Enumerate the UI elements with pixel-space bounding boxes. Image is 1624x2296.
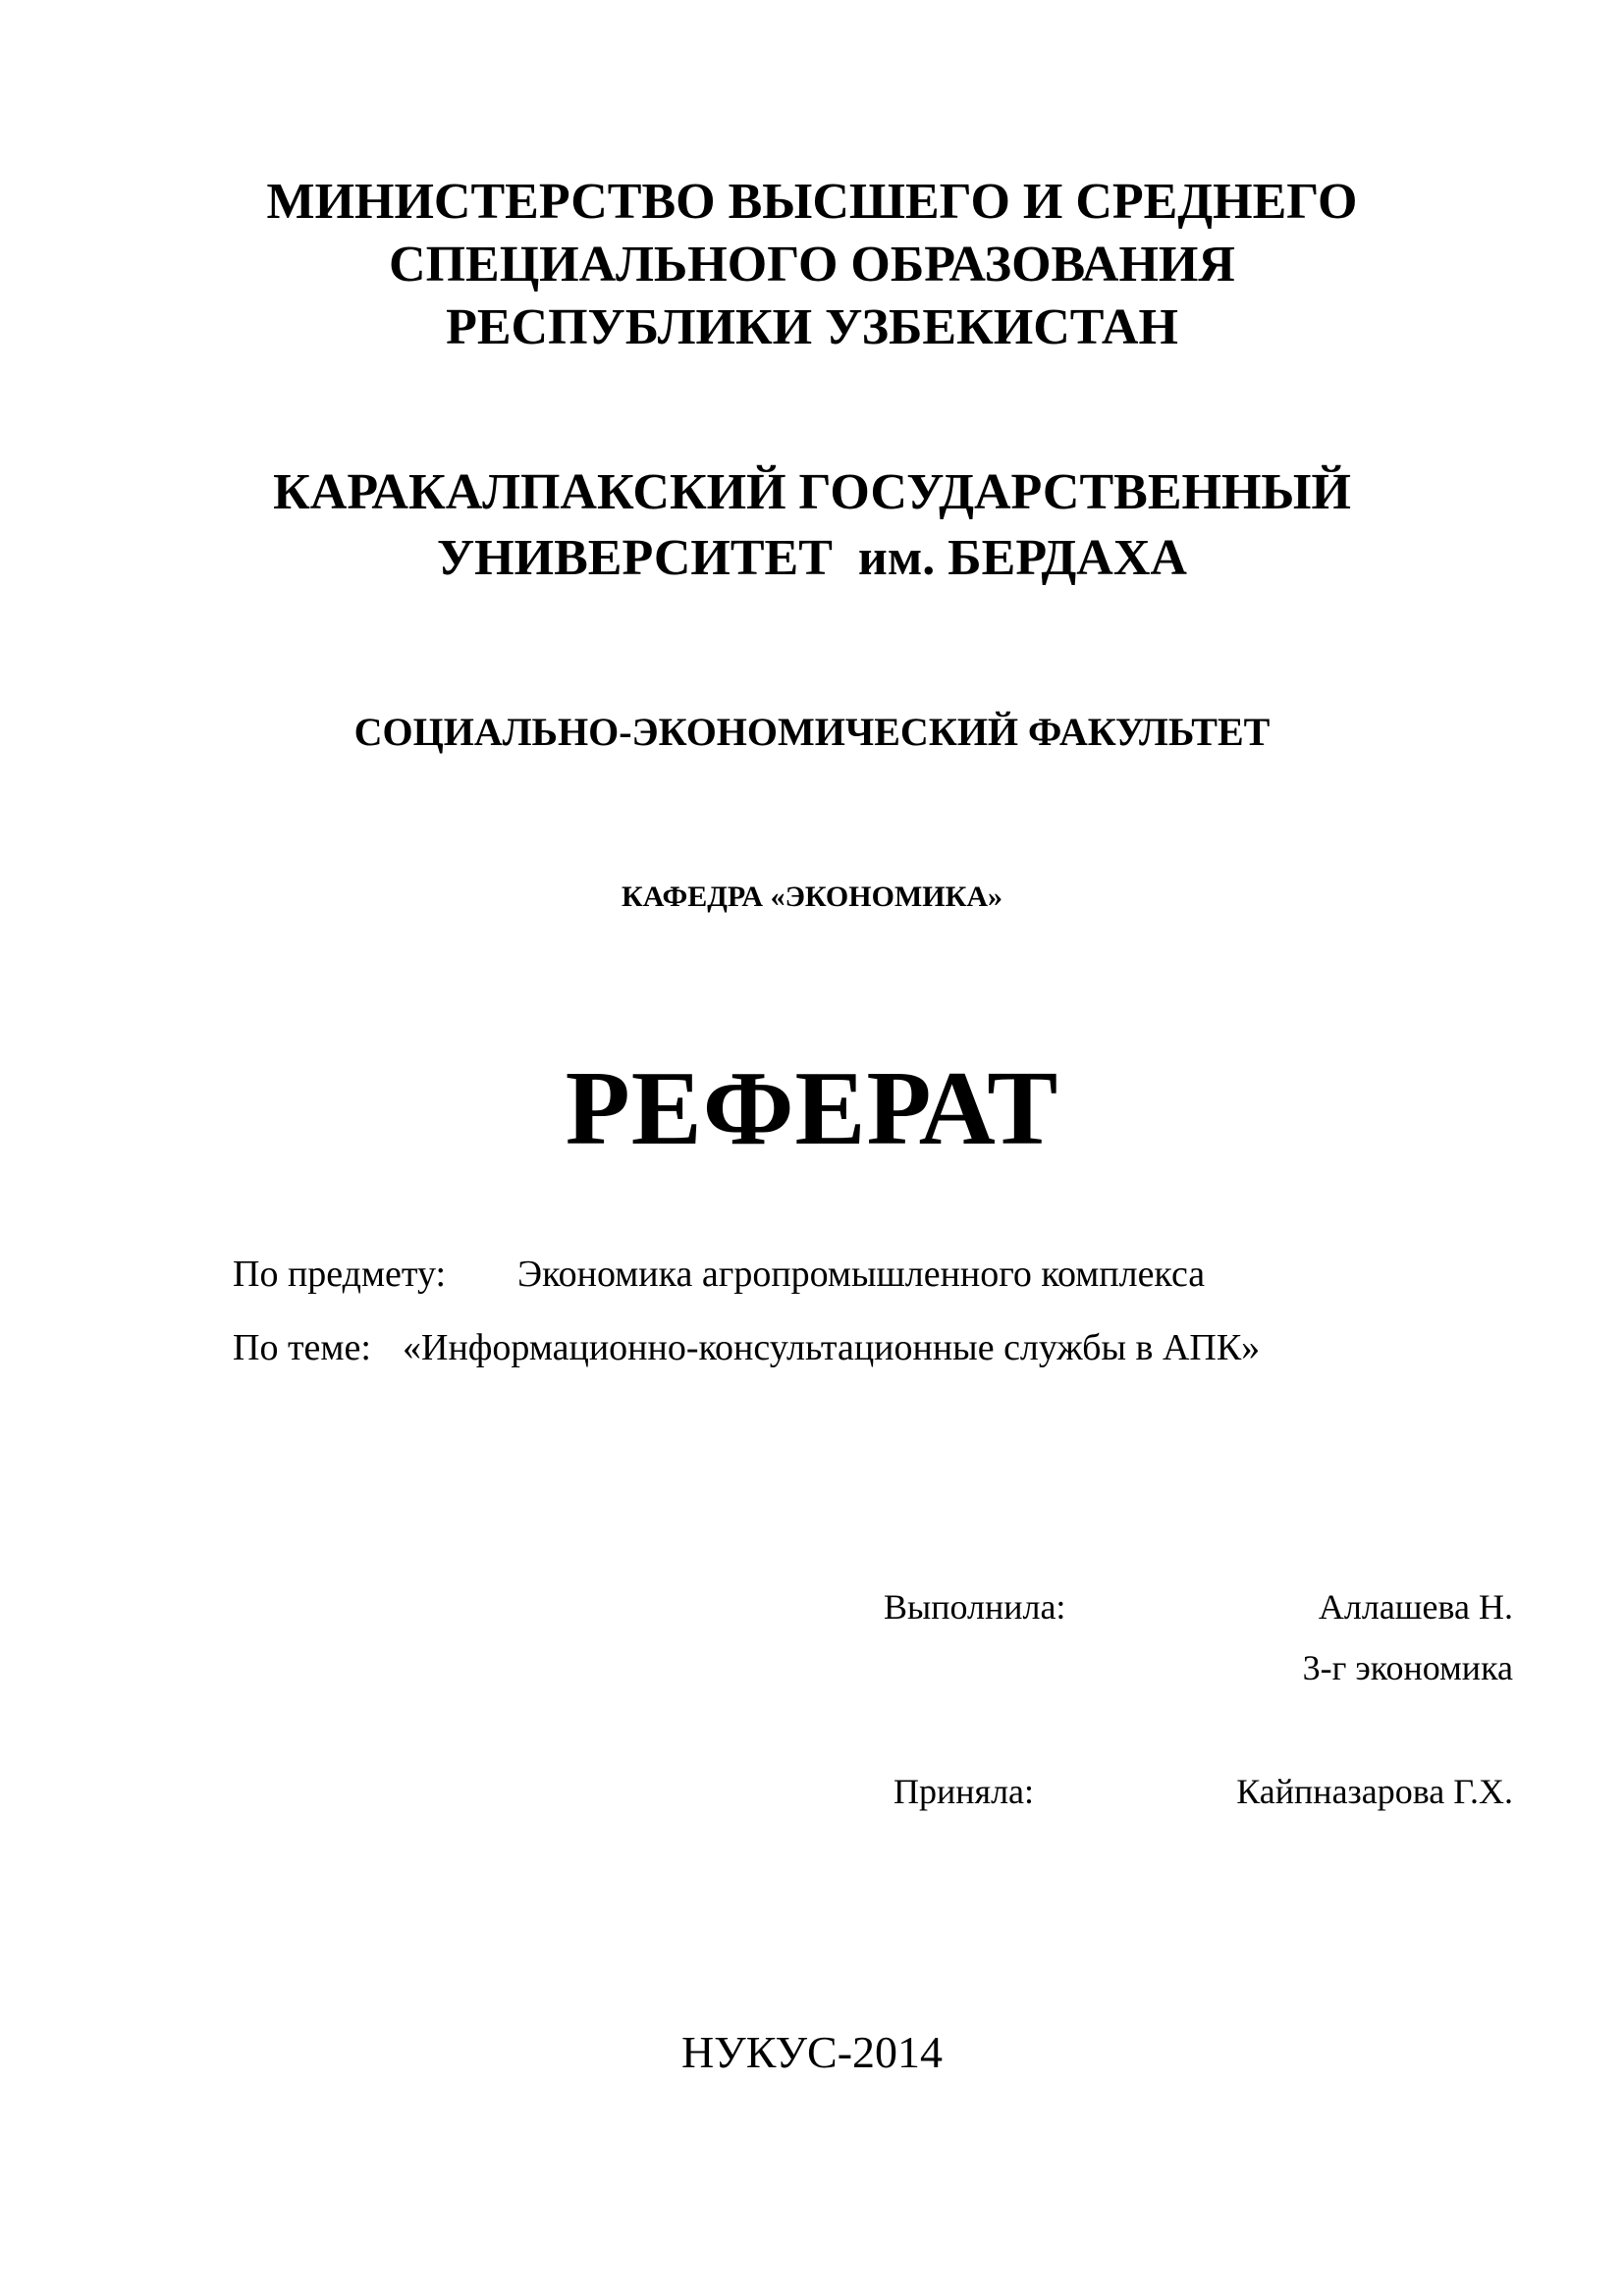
reviewer-name: Кайпназарова Г.Х. xyxy=(1236,1772,1513,1811)
author-name: Аллашева Н. xyxy=(1318,1587,1513,1627)
university-line-2: УНИВЕРСИТЕТ им. БЕРДАХА xyxy=(437,530,1187,586)
ministry-line-1: МИНИСТЕРСТВО ВЫСШЕГО И СРЕДНЕГО xyxy=(266,174,1358,230)
author-label: Выполнила: xyxy=(884,1587,1066,1627)
author-group: 3-г экономика xyxy=(1302,1648,1513,1687)
topic-label: По теме: xyxy=(233,1327,371,1368)
reviewer-label: Приняла: xyxy=(893,1772,1035,1811)
topic-value: «Информационно-консультационные службы в АПК» xyxy=(403,1327,1261,1368)
ministry-line-3: РЕСПУБЛИКИ УЗБЕКИСТАН xyxy=(446,299,1178,355)
department-heading: КАФЕДРА «ЭКОНОМИКА» xyxy=(621,881,1003,913)
document-title: РЕФЕРАТ xyxy=(565,1050,1059,1167)
faculty-heading: СОЦИАЛЬНО-ЭКОНОМИЧЕСКИЙ ФАКУЛЬТЕТ xyxy=(353,710,1271,754)
city-year: НУКУС-2014 xyxy=(680,2027,944,2077)
subject-value: Экономика агропромышленного комплекса xyxy=(517,1254,1206,1295)
ministry-line-2: СПЕЦИАЛЬНОГО ОБРАЗОВАНИЯ xyxy=(389,237,1235,293)
subject-label: По предмету: xyxy=(233,1254,447,1295)
university-line-1: КАРАКАЛПАКСКИЙ ГОСУДАРСТВЕННЫЙ xyxy=(273,464,1351,520)
